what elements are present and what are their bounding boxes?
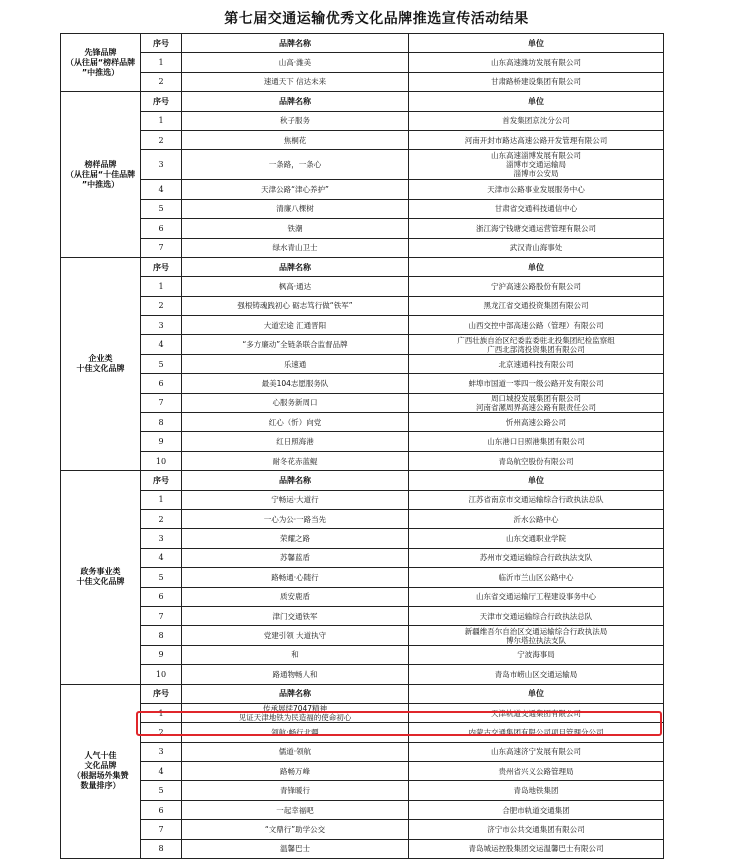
brand-name: 津门交通铁军 <box>182 606 409 625</box>
brand-name: 心服务新周口 <box>182 393 409 412</box>
unit-name: 新疆维吾尔自治区交通运输综合行政执法局 博尔塔拉执法支队 <box>409 626 664 645</box>
brand-name: 传承展续7047精神 见证天津地铁为民造福的使命初心 <box>182 703 409 722</box>
table-row <box>61 238 664 257</box>
unit-name: 山东港口日照港集团有限公司 <box>409 432 664 451</box>
header-unit: 单位 <box>409 471 664 490</box>
row-number: 5 <box>141 781 182 800</box>
brand-name: 山高·潍美 <box>182 53 409 72</box>
unit-name: 内蒙古交通集团有限公司项目管理分公司 <box>409 723 664 742</box>
row-number: 1 <box>141 111 182 130</box>
row-number: 2 <box>141 296 182 315</box>
row-number: 1 <box>141 53 182 72</box>
header-unit: 单位 <box>409 92 664 111</box>
table-row <box>61 742 664 761</box>
brand-name: 苏馨蓝盾 <box>182 548 409 567</box>
brand-name: 党建引领 大道执守 <box>182 626 409 645</box>
table-row <box>61 626 664 645</box>
unit-name: 周口城投发展集团有限公司 河南省漯周界高速公路有限责任公司 <box>409 393 664 412</box>
unit-name: 山东高速济宁发展有限公司 <box>409 742 664 761</box>
table-row <box>61 781 664 800</box>
row-number: 1 <box>141 277 182 296</box>
section-header-row <box>61 34 664 53</box>
brand-name: “多方廉动”全链条联合监督品牌 <box>182 335 409 354</box>
row-number: 8 <box>141 626 182 645</box>
brand-name: 速通天下 信达未来 <box>182 72 409 91</box>
brand-name: 宁畅运·大道行 <box>182 490 409 509</box>
row-number: 5 <box>141 199 182 218</box>
row-number: 8 <box>141 413 182 432</box>
table-row <box>61 548 664 567</box>
row-number: 4 <box>141 180 182 199</box>
brand-name: 质安鹿盾 <box>182 587 409 606</box>
header-no: 序号 <box>141 471 182 490</box>
table-row <box>61 277 664 296</box>
table-row <box>61 180 664 199</box>
unit-name: 宁波海事局 <box>409 645 664 664</box>
table-row <box>61 606 664 625</box>
brand-name: 枫高·通达 <box>182 277 409 296</box>
table-row <box>61 130 664 149</box>
brand-name: 路通物畅人和 <box>182 665 409 684</box>
table-row <box>61 800 664 819</box>
unit-name: 黑龙江省交通投资集团有限公司 <box>409 296 664 315</box>
unit-name: 临沂市兰山区公路中心 <box>409 568 664 587</box>
unit-name: 沂水公路中心 <box>409 509 664 528</box>
row-number: 3 <box>141 150 182 180</box>
header-unit: 单位 <box>409 257 664 276</box>
table-row <box>61 568 664 587</box>
header-brand-name: 品牌名称 <box>182 92 409 111</box>
unit-name: 青岛城运控股集团交运温馨巴士有限公司 <box>409 839 664 858</box>
brand-name: 乐速通 <box>182 354 409 373</box>
table-row <box>61 354 664 373</box>
unit-name: 山东高速淄博发展有限公司 淄博市交通运输局 淄博市公安局 <box>409 150 664 180</box>
row-number: 6 <box>141 374 182 393</box>
table-row <box>61 199 664 218</box>
category-label: 政务事业类 十佳文化品牌 <box>61 471 141 684</box>
table-row <box>61 820 664 839</box>
unit-name: 河南开封市路达高速公路开发管理有限公司 <box>409 130 664 149</box>
row-number: 7 <box>141 606 182 625</box>
unit-name: 苏州市交通运输综合行政执法支队 <box>409 548 664 567</box>
brand-name: 绿水青山卫士 <box>182 238 409 257</box>
row-number: 2 <box>141 509 182 528</box>
brand-name: 一心为公·一路当先 <box>182 509 409 528</box>
brand-name: 路畅通·心随行 <box>182 568 409 587</box>
brand-name: 和 <box>182 645 409 664</box>
brand-name: 红日照海港 <box>182 432 409 451</box>
brand-name: 秋子服务 <box>182 111 409 130</box>
row-number: 1 <box>141 703 182 722</box>
row-number: 6 <box>141 800 182 819</box>
header-brand-name: 品牌名称 <box>182 34 409 53</box>
row-number: 6 <box>141 587 182 606</box>
table-row <box>61 316 664 335</box>
table-row <box>61 490 664 509</box>
brand-name: 领航·畅行北疆 <box>182 723 409 742</box>
brand-name: 天津公路“津心养护” <box>182 180 409 199</box>
row-number: 4 <box>141 548 182 567</box>
unit-name: 青岛市崂山区交通运输局 <box>409 665 664 684</box>
brand-name: 强根铸魂践初心 砺志笃行做“铁军” <box>182 296 409 315</box>
unit-name: 山东高速潍坊发展有限公司 <box>409 53 664 72</box>
row-number: 9 <box>141 645 182 664</box>
brand-name: 耐冬花赤蓝鲲 <box>182 451 409 470</box>
category-label: 企业类 十佳文化品牌 <box>61 257 141 470</box>
brand-name: 焦桐花 <box>182 130 409 149</box>
unit-name: 宁沪高速公路股份有限公司 <box>409 277 664 296</box>
row-number: 4 <box>141 335 182 354</box>
unit-name: 青岛地铁集团 <box>409 781 664 800</box>
category-label: 先锋品牌 （从往届“榜样品牌 ”中推选） <box>61 34 141 92</box>
unit-name: 济宁市公共交通集团有限公司 <box>409 820 664 839</box>
header-no: 序号 <box>141 257 182 276</box>
unit-name: 合肥市轨道交通集团 <box>409 800 664 819</box>
category-label: 人气十佳 文化品牌 （根据场外集赞 数量排序） <box>61 684 141 859</box>
table-row <box>61 587 664 606</box>
row-number: 7 <box>141 393 182 412</box>
row-number: 5 <box>141 568 182 587</box>
row-number: 10 <box>141 451 182 470</box>
header-unit: 单位 <box>409 684 664 703</box>
row-number: 1 <box>141 490 182 509</box>
row-number: 3 <box>141 529 182 548</box>
header-no: 序号 <box>141 34 182 53</box>
table-row <box>61 839 664 858</box>
unit-name: 天津轨道交通集团有限公司 <box>409 703 664 722</box>
header-brand-name: 品牌名称 <box>182 684 409 703</box>
brand-name: 一起幸福吧 <box>182 800 409 819</box>
header-brand-name: 品牌名称 <box>182 257 409 276</box>
row-number: 4 <box>141 762 182 781</box>
unit-name: 甘肃路桥建设集团有限公司 <box>409 72 664 91</box>
header-brand-name: 品牌名称 <box>182 471 409 490</box>
table-row <box>61 335 664 354</box>
category-label: 榜样品牌 （从往届“十佳品牌 ”中推选） <box>61 92 141 258</box>
brand-name: 一条路，一条心 <box>182 150 409 180</box>
unit-name: 广西壮族自治区纪委监委驻北投集团纪检监察组 广西北部湾投资集团有限公司 <box>409 335 664 354</box>
unit-name: 天津市交通运输综合行政执法总队 <box>409 606 664 625</box>
row-number: 2 <box>141 723 182 742</box>
row-number: 8 <box>141 839 182 858</box>
table-row <box>61 432 664 451</box>
table-row <box>61 413 664 432</box>
unit-name: 忻州高速公路公司 <box>409 413 664 432</box>
table-row <box>61 762 664 781</box>
section-header-row <box>61 471 664 490</box>
table-row <box>61 645 664 664</box>
table-row <box>61 72 664 91</box>
unit-name: 北京速通科技有限公司 <box>409 354 664 373</box>
brand-name: 清廉八棵树 <box>182 199 409 218</box>
row-number: 5 <box>141 354 182 373</box>
brand-name: 铁潮 <box>182 219 409 238</box>
brand-name: 儒道·领航 <box>182 742 409 761</box>
table-row <box>61 219 664 238</box>
header-no: 序号 <box>141 684 182 703</box>
brand-name: 大道宏途 汇通晋阳 <box>182 316 409 335</box>
table-row <box>61 665 664 684</box>
table-row <box>61 703 664 722</box>
results-table <box>60 33 664 859</box>
row-number: 6 <box>141 219 182 238</box>
section-header-row <box>61 257 664 276</box>
header-no: 序号 <box>141 92 182 111</box>
unit-name: 浙江海宁钱塘交通运营管理有限公司 <box>409 219 664 238</box>
section-header-row <box>61 684 664 703</box>
unit-name: 青岛航空股份有限公司 <box>409 451 664 470</box>
row-number: 10 <box>141 665 182 684</box>
header-unit: 单位 <box>409 34 664 53</box>
unit-name: 甘肃省交通科技通信中心 <box>409 199 664 218</box>
row-number: 2 <box>141 130 182 149</box>
unit-name: 天津市公路事业发展服务中心 <box>409 180 664 199</box>
table-row <box>61 111 664 130</box>
row-number: 7 <box>141 820 182 839</box>
table-row <box>61 374 664 393</box>
unit-name: 贵州省兴义公路管理局 <box>409 762 664 781</box>
brand-name: “文鼎行”助学公交 <box>182 820 409 839</box>
unit-name: 首发集团京沈分公司 <box>409 111 664 130</box>
row-number: 2 <box>141 72 182 91</box>
unit-name: 山西交控中部高速公路（管理）有限公司 <box>409 316 664 335</box>
table-row <box>61 296 664 315</box>
brand-name: 青锋暖行 <box>182 781 409 800</box>
section-header-row <box>61 92 664 111</box>
brand-name: 路畅万峰 <box>182 762 409 781</box>
table-row <box>61 53 664 72</box>
brand-name: 红心（忻）向党 <box>182 413 409 432</box>
unit-name: 蚌埠市国道一零四一级公路开发有限公司 <box>409 374 664 393</box>
unit-name: 江苏省南京市交通运输综合行政执法总队 <box>409 490 664 509</box>
row-number: 3 <box>141 742 182 761</box>
table-row <box>61 150 664 180</box>
document-title: 第七届交通运输优秀文化品牌推选宣传活动结果 <box>224 11 529 27</box>
table-row <box>61 529 664 548</box>
unit-name: 山东交通职业学院 <box>409 529 664 548</box>
unit-name: 武汉青山海事处 <box>409 238 664 257</box>
table-row <box>61 509 664 528</box>
unit-name: 山东省交通运输厅工程建设事务中心 <box>409 587 664 606</box>
brand-name: 温馨巴士 <box>182 839 409 858</box>
table-row <box>61 393 664 412</box>
row-number: 7 <box>141 238 182 257</box>
brand-name: 最美104志愿服务队 <box>182 374 409 393</box>
table-row <box>61 451 664 470</box>
table-row-highlighted <box>61 723 664 742</box>
row-number: 3 <box>141 316 182 335</box>
brand-name: 荣耀之路 <box>182 529 409 548</box>
row-number: 9 <box>141 432 182 451</box>
